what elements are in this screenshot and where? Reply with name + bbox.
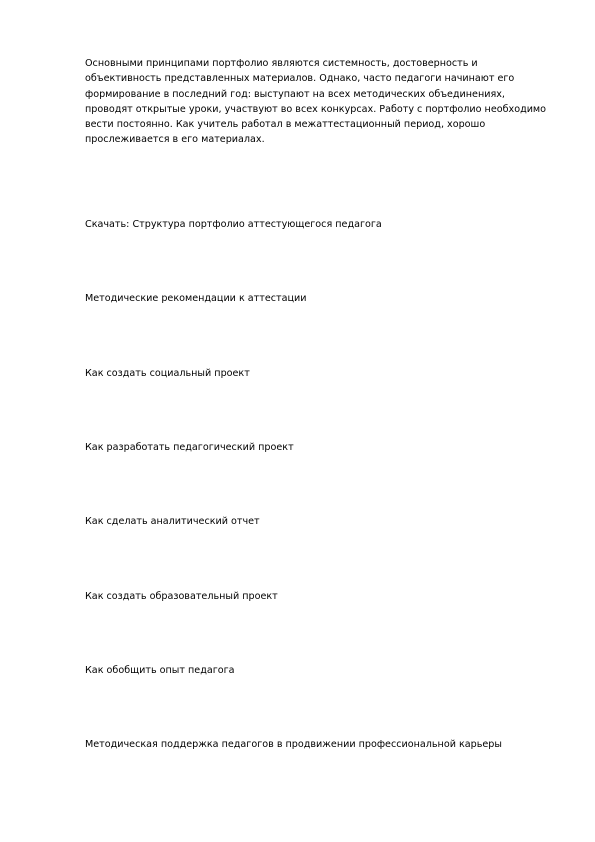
pedagogical-project-item: Как разработать педагогический проект (85, 442, 294, 453)
career-support-item: Методическая поддержка педагогов в продвижении профессиональной карьеры (85, 739, 502, 750)
social-project-item: Как создать социальный проект (85, 368, 250, 379)
educational-project-item: Как создать образовательный проект (85, 591, 278, 602)
download-structure-item: Скачать: Структура портфолио аттестующегося педагога (85, 219, 382, 230)
methodical-recommendations-item: Методические рекомендации к аттестации (85, 293, 307, 304)
analytical-report-item: Как сделать аналитический отчет (85, 516, 260, 527)
generalize-experience-item: Как обобщить опыт педагога (85, 665, 235, 676)
intro-paragraph: Основными принципами портфолио являются системность, достоверность и объективность представленных материалов. Однако, часто педагоги начинают его формирование в последний год: выступают на всех методических объединениях, проводят открытые уроки, участвуют во всех конкурсах. Работу с портфолио необходимо вести постоянно. Как учитель работал в межаттестационный период, хорошо прослеживается в его материалах. (85, 58, 547, 146)
